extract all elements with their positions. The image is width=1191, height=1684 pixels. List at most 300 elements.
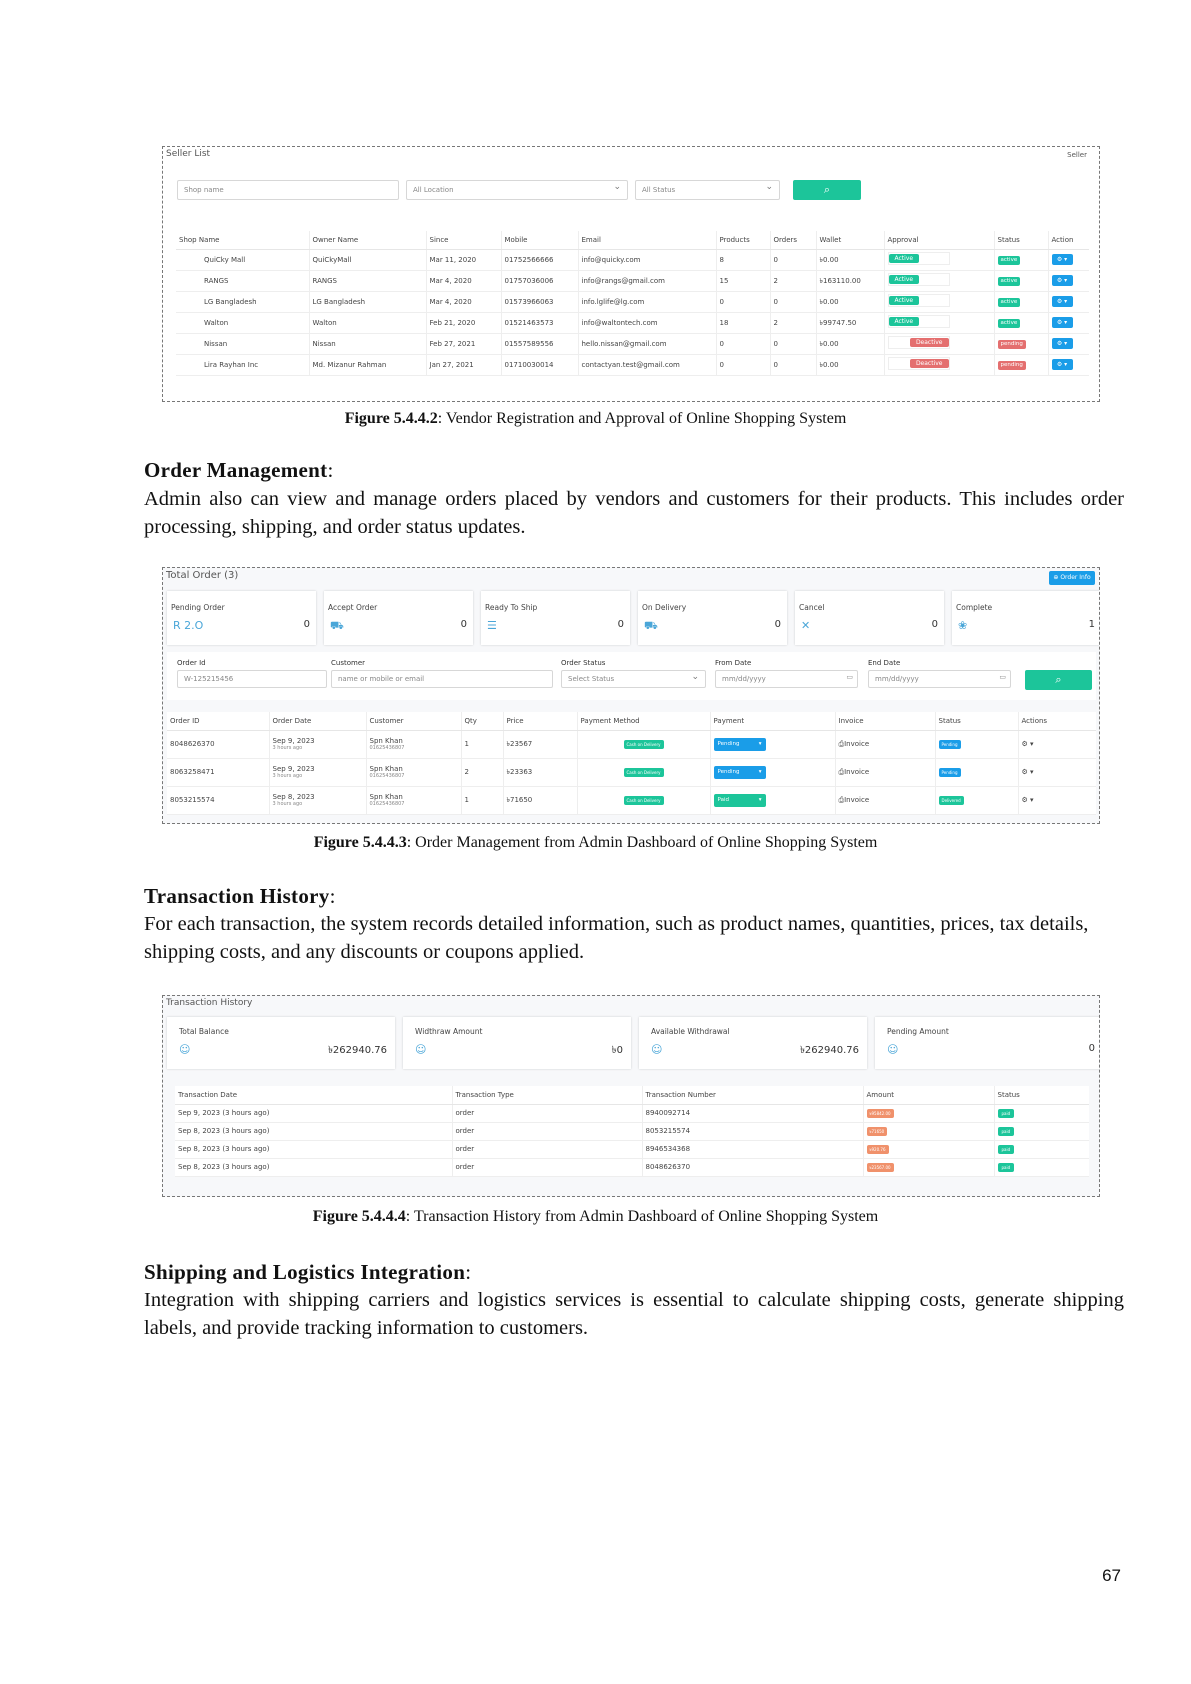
status-badge: active [998,298,1021,307]
order-date-cell [269,786,366,814]
amount-cell [863,1104,994,1122]
shop-name-input[interactable]: Shop name [177,180,399,200]
payment-cell [710,758,835,786]
fig1-column-header: Action [1048,231,1089,249]
customer-cell [366,786,461,814]
transaction-number-cell: 8940092714 [642,1104,863,1122]
transaction-date-cell: Sep 8, 2023 (3 hours ago) [175,1158,452,1176]
printer-icon: ⎙ [838,767,845,776]
action-cell [1048,354,1089,375]
approval-state: Deactive [910,338,949,347]
stat-icon: ❀ [958,619,968,632]
settings-icon[interactable]: ⚙ ▾ [1052,275,1073,286]
payment-method-cell [577,786,710,814]
payment-method-badge: Cash on Delivery [624,768,664,777]
fig2-column-header: Actions [1018,712,1096,730]
order-stat-card[interactable] [952,591,1100,645]
status-cell [935,758,1018,786]
payment-cell [710,730,835,758]
customer-input[interactable]: name or mobile or email [331,670,553,688]
chevron-down-icon: ▾ [758,796,762,803]
table-row [167,730,1096,758]
table-row [175,1158,1089,1176]
order-table [167,712,1096,815]
orders-cell: 0 [770,249,816,270]
status-cell [994,1140,1089,1158]
fig1-column-header: Approval [884,231,994,249]
action-cell [1048,270,1089,291]
fig2-column-header: Customer [366,712,461,730]
info-icon: ⊕ [1053,574,1059,581]
price-cell: ৳23567 [503,730,577,758]
order-ago: 3 hours ago [272,773,303,779]
balance-label: Available Withdrawal [651,1027,730,1036]
seller-list-title: Seller List [166,149,211,159]
fig2-column-header: Status [935,712,1018,730]
fig1-column-header: Mobile [501,231,578,249]
mobile-cell: 01757036006 [501,270,578,291]
price-cell: ৳23363 [503,758,577,786]
order-status-label: Order Status [561,659,606,667]
amount-badge: ৳95842.00 [867,1109,894,1118]
transaction-number-cell: 8053215574 [642,1122,863,1140]
fig1-column-header: Orders [770,231,816,249]
orders-cell: 2 [770,270,816,291]
status-badge: active [998,319,1021,328]
payment-dropdown[interactable]: Pending ▾ [714,766,766,779]
section-heading-transaction-history: Transaction History: [144,884,336,908]
status-badge: Pending [939,740,961,749]
section-text-transaction-history: For each transaction, the system records detailed information, such as product names, quantities, prices, tax details, shipping costs, and any discounts or coupons applied. [144,913,1089,963]
settings-icon[interactable]: ⚙ ▾ [1052,338,1073,349]
status-badge: paid [998,1109,1015,1118]
price-cell: ৳71650 [503,786,577,814]
status-cell [994,1158,1089,1176]
fig3-column-header: Amount [863,1086,994,1104]
table-row [176,291,1089,312]
section-heading-shipping: Shipping and Logistics Integration: [144,1260,472,1284]
printer-icon: ⎙ [838,739,845,748]
transaction-history-screenshot [162,995,1100,1197]
owner-name-cell: Md. Mizanur Rahman [309,354,426,375]
figure-caption-3: Figure 5.4.4.4: Transaction History from Admin Dashboard of Online Shopping System [312,1208,879,1225]
products-cell: 0 [716,333,770,354]
search-icon: ⌕ [1055,673,1062,686]
order-date: Sep 8, 2023 [272,793,315,801]
table-row [176,333,1089,354]
fig2-column-header: Qty [461,712,503,730]
chevron-down-icon: ▾ [758,768,762,775]
payment-method-badge: Cash on Delivery [624,740,664,749]
action-cell [1048,249,1089,270]
stat-value: 0 [931,619,938,630]
order-date: Sep 9, 2023 [272,765,315,773]
order-management-screenshot [162,567,1100,824]
order-stat-card[interactable] [324,591,473,645]
stat-label: Cancel [799,603,825,612]
stat-label: Pending Order [171,603,225,612]
orders-cell: 0 [770,354,816,375]
transaction-history-title: Transaction History [166,998,253,1008]
fig2-column-header: Payment Method [577,712,710,730]
mobile-cell: 01752566666 [501,249,578,270]
fig2-column-header: Invoice [835,712,935,730]
table-row [167,786,1096,814]
qty-cell: 1 [461,730,503,758]
gear-icon[interactable]: ⚙ ▾ [1021,740,1034,748]
payment-dropdown[interactable]: Pending ▾ [714,738,766,751]
transaction-type-cell: order [452,1140,642,1158]
wallet-cell: ৳0.00 [816,354,884,375]
section-heading-order-management: Order Management: [144,458,334,482]
fig2-column-header: Payment [710,712,835,730]
transaction-date-cell: Sep 9, 2023 (3 hours ago) [175,1104,452,1122]
order-id-label: Order Id [177,659,206,667]
section-text-shipping: Integration with shipping carriers and logistics services is essential to calculate shipping costs, generate shipping labels, and provide tracking information to customers. [144,1289,1124,1339]
stat-icon: ⛟ [644,619,658,632]
action-cell [1048,291,1089,312]
approval-cell [884,249,994,270]
user-icon: ☺ [179,1043,191,1056]
order-filter-panel [167,652,1096,700]
amount-badge: ৳23567.00 [867,1163,894,1172]
customer-phone: 01625436807 [369,745,405,751]
gear-icon[interactable]: ⚙ ▾ [1021,796,1034,804]
fig2-column-header: Price [503,712,577,730]
invoice-cell[interactable] [835,758,935,786]
mobile-cell: 01573966063 [501,291,578,312]
owner-name-cell: LG Bangladesh [309,291,426,312]
balance-card [403,1017,631,1069]
shop-name-cell: LG Bangladesh [176,291,309,312]
balance-card [875,1017,1100,1069]
mobile-cell: 01557589556 [501,333,578,354]
balance-label: Pending Amount [887,1027,949,1036]
settings-icon[interactable]: ⚙ ▾ [1052,359,1073,370]
email-cell: info@rangs@gmail.com [578,270,716,291]
customer-name: Spn Khan [369,765,403,773]
order-date-cell [269,730,366,758]
wallet-cell: ৳163110.00 [816,270,884,291]
order-date-cell [269,758,366,786]
location-select[interactable]: All Location ⌄ [406,180,628,200]
amount-cell [863,1140,994,1158]
approval-cell [884,270,994,291]
user-icon: ☺ [651,1043,663,1056]
fig1-column-header: Shop Name [176,231,309,249]
status-cell [994,291,1048,312]
transaction-type-cell: order [452,1122,642,1140]
fig3-column-header: Transaction Date [175,1086,452,1104]
actions-cell[interactable] [1018,786,1096,814]
email-cell: contactyan.test@gmail.com [578,354,716,375]
figure-caption-1: Figure 5.4.4.2: Vendor Registration and Approval of Online Shopping System [344,410,847,427]
orders-cell: 0 [770,333,816,354]
status-badge: pending [998,340,1026,349]
invoice-link: Invoice [844,739,870,748]
fig1-column-header: Status [994,231,1048,249]
approval-toggle[interactable] [888,294,950,307]
approval-state: Active [889,317,920,326]
since-cell: Feb 27, 2021 [426,333,501,354]
status-badge: Pending [939,768,961,777]
amount-cell [863,1122,994,1140]
amount-cell [863,1158,994,1176]
order-id-cell: 8053215574 [167,786,269,814]
approval-state: Deactive [910,359,949,368]
owner-name-cell: Walton [309,312,426,333]
gear-icon[interactable]: ⚙ ▾ [1021,768,1034,776]
action-cell [1048,333,1089,354]
stat-icon: ☰ [487,619,497,632]
stat-value: 1 [1088,619,1095,630]
shop-name-cell: RANGS [176,270,309,291]
qty-cell: 2 [461,758,503,786]
payment-dropdown[interactable]: Paid ▾ [714,794,766,807]
fig1-column-header: Email [578,231,716,249]
status-badge: paid [998,1127,1015,1136]
table-row [175,1140,1089,1158]
actions-cell[interactable] [1018,730,1096,758]
since-cell: Mar 4, 2020 [426,270,501,291]
order-stat-card[interactable] [481,591,630,645]
since-cell: Feb 21, 2020 [426,312,501,333]
status-cell [935,786,1018,814]
products-cell: 15 [716,270,770,291]
table-row [167,758,1096,786]
products-cell: 18 [716,312,770,333]
user-icon: ☺ [415,1043,427,1056]
section-text-order-management: Admin also can view and manage orders placed by vendors and customers for their products. This includes order processing, shipping, and order status updates. [144,488,1124,538]
approval-toggle[interactable] [888,336,950,349]
transaction-number-cell: 8946534368 [642,1140,863,1158]
order-ago: 3 hours ago [272,745,303,751]
fig3-column-header: Transaction Number [642,1086,863,1104]
approval-toggle[interactable] [888,252,950,265]
seller-table-header [176,231,1089,249]
approval-cell [884,354,994,375]
status-badge: pending [998,361,1026,370]
wallet-cell: ৳99747.50 [816,312,884,333]
approval-cell [884,291,994,312]
status-cell [994,333,1048,354]
stat-icon: ⛟ [330,619,344,632]
stat-value: 0 [303,619,310,630]
action-cell [1048,312,1089,333]
settings-icon[interactable]: ⚙ ▾ [1052,254,1073,265]
approval-cell [884,312,994,333]
email-cell: info.lglife@lg.com [578,291,716,312]
stat-label: On Delivery [642,603,687,612]
total-order-title: Total Order (3) [166,570,239,581]
approval-toggle[interactable] [888,273,950,286]
calendar-icon: ▭ [846,673,853,681]
email-cell: info@quicky.com [578,249,716,270]
balance-card [639,1017,867,1069]
wallet-cell: ৳0.00 [816,249,884,270]
customer-name: Spn Khan [369,737,403,745]
shop-name-cell: Lira Rayhan Inc [176,354,309,375]
qty-cell: 1 [461,786,503,814]
status-cell [994,354,1048,375]
customer-phone: 01625436807 [369,773,405,779]
order-stat-card[interactable] [638,591,787,645]
customer-label: Customer [331,659,366,667]
balance-value: 0 [1088,1043,1095,1054]
stat-label: Complete [956,603,993,612]
transaction-table-header [175,1086,1089,1104]
order-id-cell: 8048626370 [167,730,269,758]
customer-name: Spn Khan [369,793,403,801]
seller-label: Seller [1067,151,1087,159]
since-cell: Mar 4, 2020 [426,291,501,312]
end-date-input[interactable]: mm/dd/yyyy ▭ [868,670,1011,688]
status-badge: active [998,256,1021,265]
status-select[interactable]: All Status ⌄ [635,180,780,200]
balance-label: Widthraw Amount [415,1027,483,1036]
transaction-type-cell: order [452,1104,642,1122]
payment-method-badge: Cash on Delivery [624,796,664,805]
shop-name-cell: Nissan [176,333,309,354]
since-cell: Mar 11, 2020 [426,249,501,270]
orders-cell: 2 [770,312,816,333]
amount-badge: ৳920.76 [867,1145,889,1154]
figure-caption-2: Figure 5.4.4.3: Order Management from Admin Dashboard of Online Shopping System [313,834,878,851]
invoice-cell[interactable] [835,730,935,758]
products-cell: 0 [716,354,770,375]
transaction-table [175,1086,1089,1177]
fig3-column-header: Status [994,1086,1089,1104]
order-table-header [167,712,1096,730]
transaction-date-cell: Sep 8, 2023 (3 hours ago) [175,1122,452,1140]
stat-value: 0 [774,619,781,630]
approval-state: Active [889,275,920,284]
orders-cell: 0 [770,291,816,312]
table-row [176,249,1089,270]
approval-toggle[interactable] [888,315,950,328]
status-badge: paid [998,1163,1015,1172]
fig3-column-header: Transaction Type [452,1086,642,1104]
mobile-cell: 01710030014 [501,354,578,375]
stat-icon: R 2.O [173,619,204,632]
order-stat-card[interactable] [795,591,944,645]
page-number: 67 [1102,1566,1121,1585]
products-cell: 0 [716,291,770,312]
search-icon: ⌕ [823,183,831,196]
invoice-link: Invoice [844,767,870,776]
amount-badge: ৳71650 [867,1127,888,1136]
stat-label: Ready To Ship [485,603,538,612]
fig1-column-header: Wallet [816,231,884,249]
status-cell [994,1122,1089,1140]
table-row [175,1122,1089,1140]
end-date-label: End Date [868,659,901,667]
status-cell [994,1104,1089,1122]
order-ago: 3 hours ago [272,801,303,807]
seller-list-screenshot [162,146,1100,402]
fig2-column-header: Order Date [269,712,366,730]
stat-value: 0 [460,619,467,630]
settings-icon[interactable]: ⚙ ▾ [1052,317,1073,328]
chevron-down-icon: ▾ [758,740,762,747]
customer-cell [366,758,461,786]
from-date-label: From Date [715,659,752,667]
transaction-number-cell: 8048626370 [642,1158,863,1176]
stat-icon: ✕ [801,619,811,632]
owner-name-cell: QuiCkyMall [309,249,426,270]
order-search-button[interactable] [1025,670,1092,690]
order-id-cell: 8063258471 [167,758,269,786]
payment-method-cell [577,730,710,758]
stat-label: Accept Order [328,603,378,612]
fig2-column-header: Order ID [167,712,269,730]
status-badge: paid [998,1145,1015,1154]
calendar-icon: ▭ [999,673,1006,681]
search-button[interactable] [793,180,861,200]
actions-cell[interactable] [1018,758,1096,786]
wallet-cell: ৳0.00 [816,291,884,312]
shop-name-cell: QuiCky Mall [176,249,309,270]
balance-value: ৳0 [611,1045,623,1056]
email-cell: info@waltontech.com [578,312,716,333]
status-cell [994,270,1048,291]
order-status-select[interactable]: Select Status ⌄ [561,670,706,688]
status-badge: active [998,277,1021,286]
wallet-cell: ৳0.00 [816,333,884,354]
since-cell: Jan 27, 2021 [426,354,501,375]
from-date-input[interactable]: mm/dd/yyyy ▭ [715,670,858,688]
fig1-column-header: Products [716,231,770,249]
products-cell: 8 [716,249,770,270]
printer-icon: ⎙ [838,795,845,804]
transaction-date-cell: Sep 8, 2023 (3 hours ago) [175,1140,452,1158]
seller-table [176,231,1089,376]
balance-value: ৳262940.76 [799,1045,859,1056]
mobile-cell: 01521463573 [501,312,578,333]
order-info-button[interactable]: ⊕ Order Info [1049,571,1095,585]
fig1-column-header: Since [426,231,501,249]
table-row [176,270,1089,291]
approval-toggle[interactable] [888,357,950,370]
customer-phone: 01625436807 [369,801,405,807]
shop-name-cell: Walton [176,312,309,333]
invoice-link: Invoice [844,795,870,804]
status-cell [994,312,1048,333]
status-cell [994,249,1048,270]
invoice-cell[interactable] [835,786,935,814]
owner-name-cell: Nissan [309,333,426,354]
approval-state: Active [889,254,920,263]
transaction-type-cell: order [452,1158,642,1176]
email-cell: hello.nissan@gmail.com [578,333,716,354]
balance-card [167,1017,395,1069]
settings-icon[interactable]: ⚙ ▾ [1052,296,1073,307]
table-row [176,354,1089,375]
customer-cell [366,730,461,758]
table-row [175,1104,1089,1122]
order-date: Sep 9, 2023 [272,737,315,745]
fig1-column-header: Owner Name [309,231,426,249]
status-cell [935,730,1018,758]
order-id-input[interactable]: W-125215456 [177,670,327,688]
approval-cell [884,333,994,354]
approval-state: Active [889,296,920,305]
order-stat-card[interactable] [167,591,316,645]
payment-method-cell [577,758,710,786]
payment-cell [710,786,835,814]
stat-value: 0 [617,619,624,630]
table-row [176,312,1089,333]
